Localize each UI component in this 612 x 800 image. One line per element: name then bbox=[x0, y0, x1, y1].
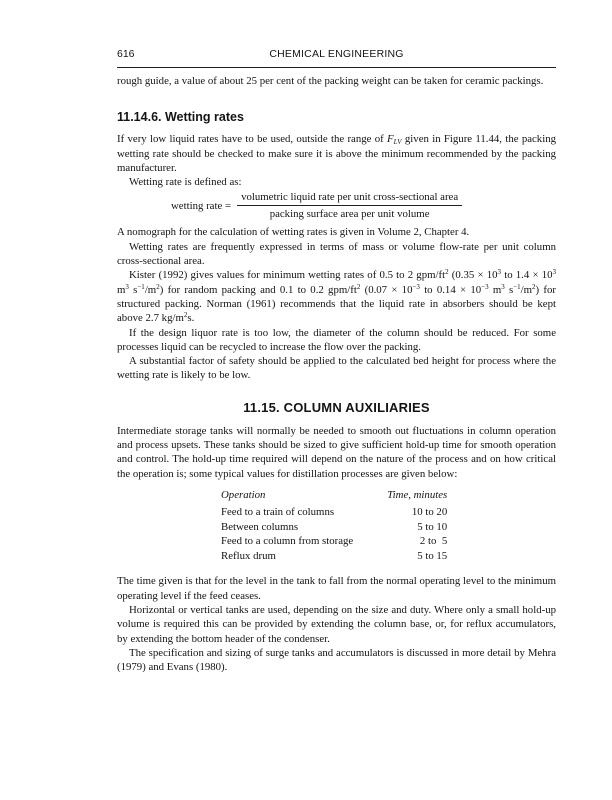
operation-cell: Feed to a column from storage bbox=[221, 535, 354, 548]
page-number: 616 bbox=[117, 48, 135, 60]
time-cell: 5 to 10 bbox=[417, 520, 448, 533]
formula-numerator: volumetric liquid rate per unit cross-sectional area bbox=[237, 191, 462, 206]
wetting-paragraph-5: Kister (1992) gives values for minimum wetting rates of 0.5 to 2 gpm/$ft^2$ ($0.35 \times 10^3$ to $1.4 \times 10^3$ $m^3$ $s^{-1}/m^2$) for random packing and 0.1 to 0.2 gpm/$ft^2$ ($0.07 \times 10^{-3}$ to $0.14 \times 10^{-3}$ $m^3$ $s^{-1}/m^2$) for structured packing. Norman (1961) recommends that the liquid rate in absorbers should be kept above 2.7 $kg/m^2s$. bbox=[117, 268, 557, 325]
table-row bbox=[221, 534, 447, 549]
column-header-operation: Operation bbox=[221, 488, 266, 501]
running-title: CHEMICAL ENGINEERING bbox=[269, 48, 404, 60]
auxiliaries-paragraph-3: Horizontal or vertical tanks are used, depending on the size and duty. Where only a small hold-up volume is required this can be provided by extending the column base, or, for reflux accumulators, by extending the bottom header of the condenser. bbox=[117, 603, 556, 645]
operation-cell: Reflux drum bbox=[221, 549, 276, 562]
holdup-time-table bbox=[221, 489, 447, 563]
wetting-paragraph-2: Wetting rate is defined as: bbox=[129, 176, 242, 189]
column-header-time: Time, minutes bbox=[387, 488, 448, 501]
table-header-row bbox=[221, 489, 447, 505]
auxiliaries-paragraph-1: Intermediate storage tanks will normally be needed to smooth out fluctuations in column operation and process upsets. These tanks should be sized to give sufficient hold-up time for smooth operation and control. The hold-up time required will depend on the nature of the process and on how critical the operation is; some typical values for distillation processes are given below: bbox=[117, 424, 556, 480]
table-row bbox=[221, 520, 447, 535]
wetting-paragraph-4: Wetting rates are frequently expressed in terms of mass or volume flow-rate per unit column cross-sectional area. bbox=[117, 240, 556, 268]
formula-denominator: packing surface area per unit volume bbox=[269, 208, 430, 221]
page bbox=[117, 48, 556, 674]
table-row bbox=[221, 505, 447, 520]
time-cell: 2 to 5 bbox=[419, 535, 448, 548]
section-heading-column-auxiliaries: 11.15. COLUMN AUXILIARIES bbox=[243, 399, 430, 415]
page-header bbox=[117, 48, 556, 64]
section-heading-wetting-rates: 11.14.6. Wetting rates bbox=[117, 110, 244, 125]
auxiliaries-paragraph-4: The specification and sizing of surge tanks and accumulators is discussed in more detail by Mehra (1979) and Evans (1980). bbox=[117, 646, 556, 674]
operation-cell: Between columns bbox=[221, 520, 299, 533]
operation-cell: Feed to a train of columns bbox=[221, 505, 335, 518]
time-cell: 5 to 15 bbox=[417, 549, 448, 562]
wetting-rate-formula bbox=[171, 191, 556, 220]
time-cell: 10 to 20 bbox=[411, 505, 448, 518]
wetting-paragraph-3: A nomograph for the calculation of wetting rates is given in Volume 2, Chapter 4. bbox=[117, 226, 470, 239]
auxiliaries-paragraph-2: The time given is that for the level in the tank to fall from the normal operating level to the minimum operating level if the feed ceases. bbox=[117, 575, 556, 602]
formula-fraction bbox=[237, 191, 462, 220]
intro-paragraph: rough guide, a value of about 25 per cent of the packing weight can be taken for ceramic packings. bbox=[117, 75, 544, 87]
wetting-paragraph-7: A substantial factor of safety should be applied to the calculated bed height for process where the wetting rate is likely to be low. bbox=[117, 355, 556, 382]
wetting-paragraph-6: If the design liquor rate is too low, the diameter of the column should be reduced. For some processes liquid can be recycled to increase the flow over the packing. bbox=[117, 326, 556, 353]
wetting-paragraph-1: If very low liquid rates have to be used, outside the range of $F_{LV}$ given in Figure 11.44, the packing wetting rate should be checked to make sure it is above the minimum recommended by the packing manufacturer. bbox=[117, 133, 556, 174]
table-row bbox=[221, 549, 447, 564]
formula-lhs: wetting rate = bbox=[171, 199, 232, 212]
header-rule bbox=[117, 67, 556, 68]
